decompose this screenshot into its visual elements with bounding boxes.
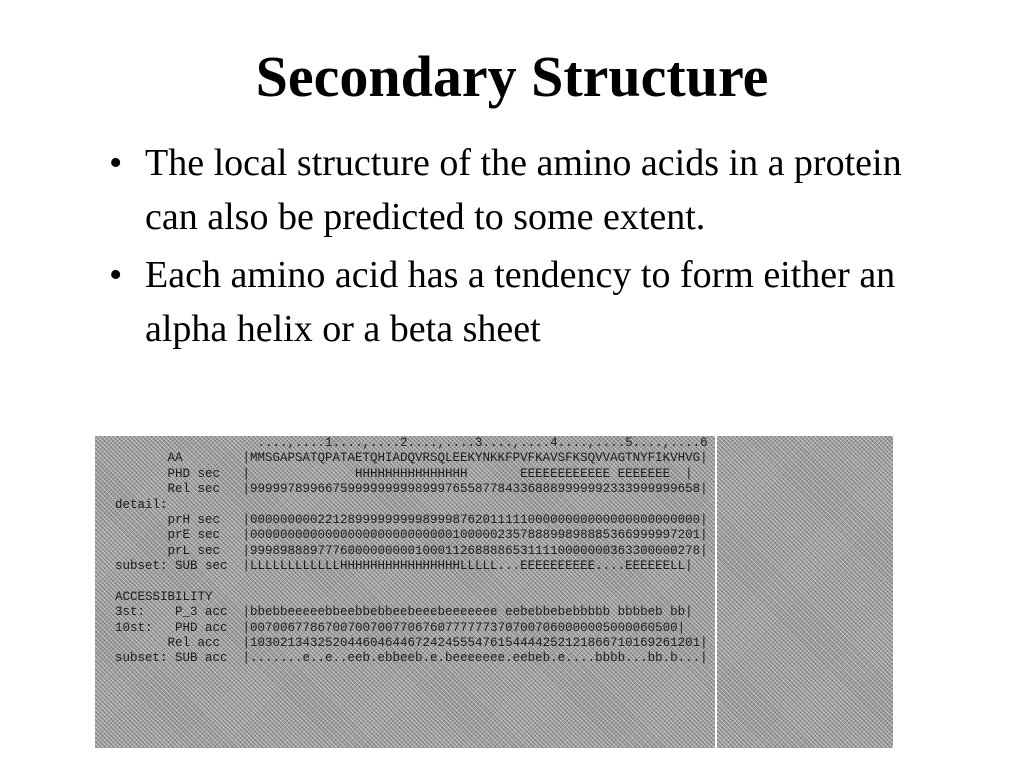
prediction-output-panel bbox=[95, 436, 893, 748]
ruler-line: ....,....1....,....2....,....3....,....4....,....5....,....6 bbox=[115, 436, 708, 450]
p3-acc-line: 3st: P_3 acc |bbebbeeeeebbeebbebbeebeeebeeeeeee eebebbebebbbbb bbbbeb bb| bbox=[115, 605, 693, 620]
slide-title: Secondary Structure bbox=[255, 44, 769, 109]
pre-sec-line: prE sec |000000000000000000000000000100000235788899898885366999997201| bbox=[115, 528, 708, 543]
aa-line: AA |MMSGAPSATQPATAETQHIADQVRSQLEEKYNKKFPVFKAVSFKSQVVAGTNYFIKVHVG| bbox=[115, 451, 708, 466]
bullet-text: The local structure of the amino acids in a protein can also be predicted to some extent. bbox=[145, 142, 902, 238]
rel-acc-line: Rel acc |103021343252044604644672424555476154444252121866710169261201| bbox=[115, 636, 708, 651]
prh-sec-line: prH sec |000000000221289999999998999876201111100000000000000000000000| bbox=[115, 512, 708, 527]
panel-divider bbox=[715, 436, 717, 748]
prediction-text bbox=[115, 436, 708, 667]
sub-acc-line: subset: SUB acc |.......e..e..eeb.ebbeeb.e.beeeeeee.eebeb.e....bbbb...bb.b...| bbox=[115, 651, 708, 666]
bullet-icon: • bbox=[109, 254, 123, 296]
bullet-text: Each amino acid has a tendency to form either an alpha helix or a beta sheet bbox=[145, 254, 896, 350]
detail-label: detail: bbox=[115, 497, 168, 512]
accessibility-label: ACCESSIBILITY bbox=[115, 589, 213, 604]
phd-sec-line: PHD sec | HHHHHHHHHHHHHHH EEEEEEEEEEEE EEEEEEE | bbox=[115, 466, 693, 481]
phd-acc-line: 10st: PHD acc |007006778670070070077067607777773707007060000005000060500| bbox=[115, 620, 686, 635]
blank-line bbox=[115, 575, 708, 590]
bullet-list bbox=[103, 136, 963, 360]
bullet-item bbox=[103, 136, 963, 244]
bullet-icon: • bbox=[109, 142, 123, 184]
sub-sec-line: subset: SUB sec |LLLLLLLLLLLLHHHHHHHHHHHHHHHHLLLLL...EEEEEEEEEE....EEEEEELL| bbox=[115, 559, 693, 574]
prl-sec-line: prL sec |999898889777600000000010001126888865311110000000363300000278| bbox=[115, 543, 708, 558]
bullet-item bbox=[103, 248, 963, 356]
rel-sec-line: Rel sec |999997899667599999999989997655877843368889999992333999999658| bbox=[115, 482, 708, 497]
